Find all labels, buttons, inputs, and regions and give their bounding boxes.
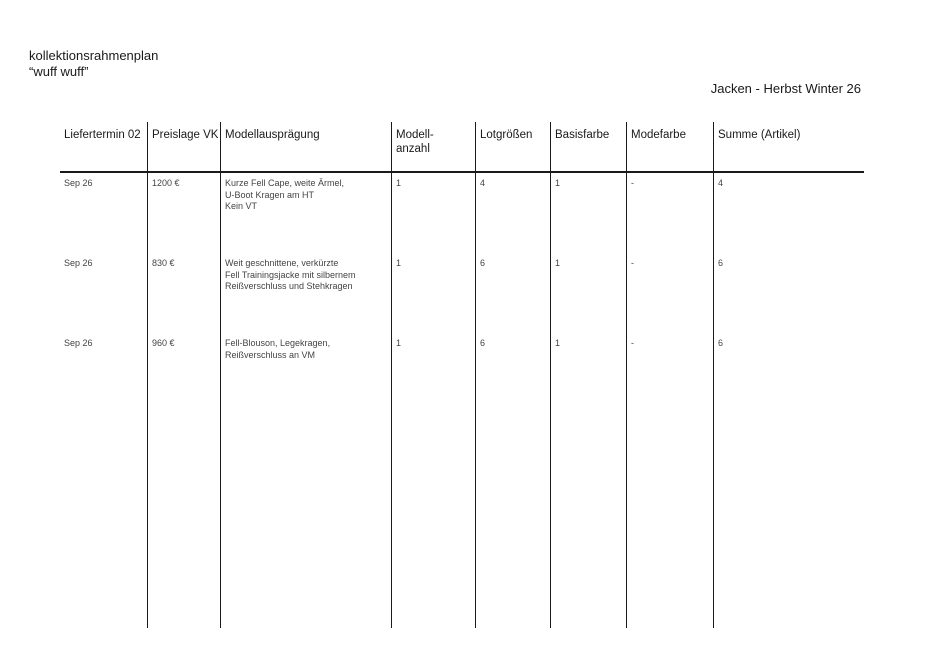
column-header-preislage: Preislage VK: [152, 129, 219, 141]
table-cell-preislage: 960 €: [152, 338, 175, 348]
table-cell-modefarbe: -: [631, 178, 634, 188]
table-cell-lotgroessen: 6: [480, 338, 486, 348]
table-cell-basisfarbe: 1: [555, 178, 561, 188]
table-cell-summe: 6: [718, 258, 724, 268]
header-divider: [60, 171, 864, 173]
table-cell-preislage: 1200 €: [152, 178, 180, 188]
column-header-liefertermin: Liefertermin 02: [64, 129, 141, 141]
column-header-modellanzahl: Modell- anzahl: [396, 129, 434, 155]
table-cell-basisfarbe: 1: [555, 338, 561, 348]
table-cell-summe: 6: [718, 338, 724, 348]
table-cell-modefarbe: -: [631, 258, 634, 268]
table-cell-modellanzahl: 1: [396, 338, 402, 348]
table-cell-liefertermin: Sep 26: [64, 258, 93, 268]
table-cell-basisfarbe: 1: [555, 258, 561, 268]
column-header-summe: Summe (Artikel): [718, 129, 801, 141]
column-divider: [626, 122, 627, 628]
column-divider: [475, 122, 476, 628]
document-subtitle: “wuff wuff”: [29, 64, 89, 79]
table-cell-lotgroessen: 6: [480, 258, 486, 268]
table-cell-liefertermin: Sep 26: [64, 178, 93, 188]
collection-label: Jacken - Herbst Winter 26: [710, 81, 861, 96]
column-divider: [147, 122, 148, 628]
column-header-basisfarbe: Basisfarbe: [555, 129, 610, 141]
table-cell-modellanzahl: 1: [396, 178, 402, 188]
column-header-modellauspraegung: Modellausprägung: [225, 129, 320, 141]
column-divider: [713, 122, 714, 628]
table-cell-summe: 4: [718, 178, 724, 188]
column-divider: [391, 122, 392, 628]
table-cell-modellanzahl: 1: [396, 258, 402, 268]
table-cell-modellauspraegung: Fell-Blouson, Legekragen, Reißverschluss an VM: [225, 338, 331, 360]
table-cell-preislage: 830 €: [152, 258, 175, 268]
table-cell-liefertermin: Sep 26: [64, 338, 93, 348]
table-cell-modefarbe: -: [631, 338, 634, 348]
column-divider: [550, 122, 551, 628]
column-header-modefarbe: Modefarbe: [631, 129, 686, 141]
table-cell-lotgroessen: 4: [480, 178, 486, 188]
document-title: kollektionsrahmenplan: [29, 48, 159, 63]
table-cell-modellauspraegung: Kurze Fell Cape, weite Ärmel, U-Boot Kragen am HT Kein VT: [225, 178, 345, 211]
column-header-lotgroessen: Lotgrößen: [480, 129, 533, 141]
column-divider: [220, 122, 221, 628]
table-cell-modellauspraegung: Weit geschnittene, verkürzte Fell Trainingsjacke mit silbernem Reißverschluss und Stehkragen: [225, 258, 356, 291]
